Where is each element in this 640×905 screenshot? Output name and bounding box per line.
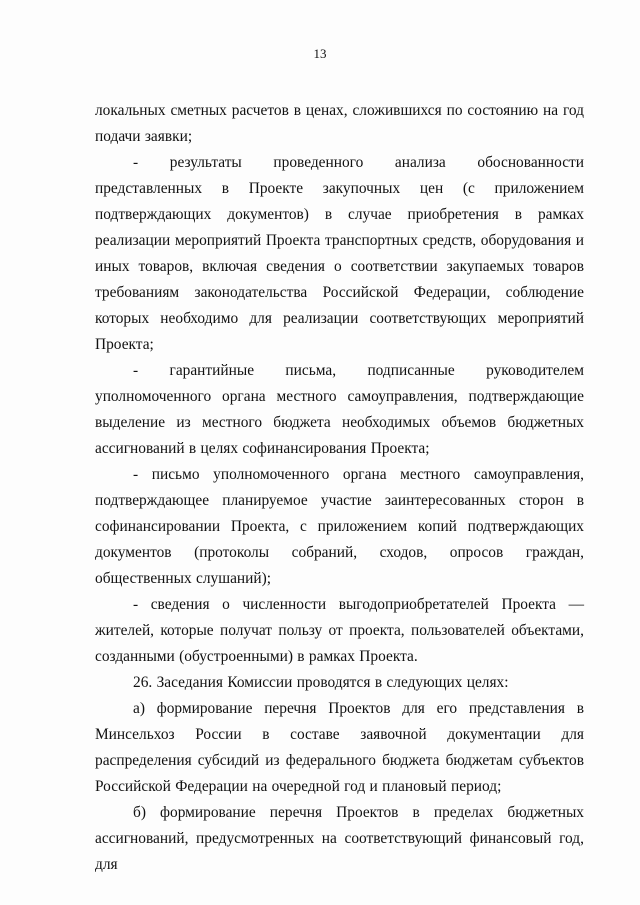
- paragraph-item-a: а) формирование перечня Проектов для его представления в Минсельхоз России в составе заявочной документации для распределения субсидий из федерального бюджета бюджетам субъектов Российской Федерации на очередной год и плановый период;: [95, 700, 584, 795]
- paragraph-section-26: 26. Заседания Комиссии проводятся в следующих целях:: [133, 674, 509, 691]
- document-body: [95, 98, 584, 878]
- paragraph-continuation: локальных сметных расчетов в ценах, сложившихся по состоянию на год подачи заявки;: [95, 102, 584, 145]
- paragraph-item-b: б) формирование перечня Проектов в пределах бюджетных ассигнований, предусмотренных на соответствующий финансовый год, для: [95, 804, 584, 873]
- page-number: 13: [313, 46, 327, 61]
- paragraph-guarantee-letters: - гарантийные письма, подписанные руководителем уполномоченного органа местного самоуправления, подтверждающие выделение из местного бюджета необходимых объемов бюджетных ассигнований в целях софинансирования Проекта;: [95, 362, 584, 457]
- paragraph-price-analysis: - результаты проведенного анализа обоснованности представленных в Проекте закупочных цен (с приложением подтверждающих документов) в случае приобретения в рамках реализации мероприятий Проекта транспортных средств, оборудования и иных товаров, включая сведения о соответствии закупаемых товаров требованиям законодательства Российской Федерации, соблюдение которых необходимо для реализации соответствующих мероприятий Проекта;: [95, 154, 584, 353]
- paragraph-participation-letter: - письмо уполномоченного органа местного самоуправления, подтверждающее планируемое участие заинтересованных сторон в софинансировании Проекта, с приложением копий подтверждающих документов (протоколы собраний, сходов, опросов граждан, общественных слушаний);: [95, 466, 584, 587]
- paragraph-beneficiaries: - сведения о численности выгодоприобретателей Проекта — жителей, которые получат пользу от проекта, пользователей объектами, созданными (обустроенными) в рамках Проекта.: [95, 596, 584, 665]
